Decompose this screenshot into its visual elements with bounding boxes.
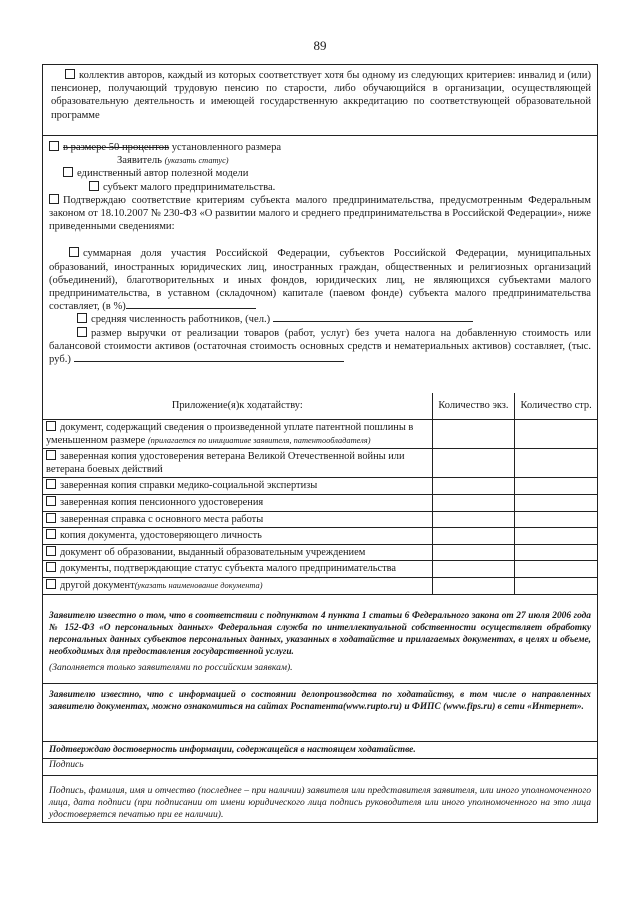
table-row: [43, 478, 597, 495]
table-row: [43, 494, 597, 511]
pages-cell[interactable]: [515, 544, 597, 561]
pages-cell[interactable]: [515, 577, 597, 594]
collective-authors-checkbox[interactable]: [65, 69, 75, 79]
copies-cell[interactable]: [432, 528, 515, 545]
attachment-note: (прилагается по инициативе заявителя, патентообладателя): [147, 435, 371, 445]
attachment-checkbox[interactable]: [46, 450, 56, 460]
revenue-text: размер выручки от реализации товаров (работ, услуг) без учета налога на добавленную стоимость или балансовой стоимости активов (остаточная стоимость основных средств и нематериальных активов) составляет, (тыс. руб.): [49, 327, 591, 366]
signature-field[interactable]: [43, 775, 597, 776]
table-row: [43, 511, 597, 528]
table-row: [43, 528, 597, 545]
divider: [43, 683, 597, 684]
attachment-checkbox[interactable]: [46, 579, 56, 589]
pages-cell[interactable]: [515, 449, 597, 478]
table-row: [43, 420, 597, 449]
pages-column-header: Количество стр.: [515, 393, 597, 420]
pages-cell[interactable]: [515, 511, 597, 528]
sole-author-checkbox[interactable]: [63, 167, 73, 177]
attachment-checkbox[interactable]: [46, 546, 56, 556]
attachment-label: заверенная копия удостоверения ветерана Великой Отечественной войны или ветерана боевых действий: [46, 451, 405, 475]
staff-text: средняя численность работников, (чел.): [91, 314, 271, 326]
divider: [43, 741, 597, 742]
revenue-checkbox[interactable]: [77, 327, 87, 337]
info-text: Заявителю известно, что с информацией о состоянии делопроизводства по ходатайству, в том числе о направленных заявителю документах, можно ознакомиться на сайтах Роспатента(www.rupto.ru) и ФИПС (www.fips.ru) в сети «Интернет».: [49, 690, 591, 712]
attachment-label: копия документа, удостоверяющего личность: [60, 530, 262, 542]
share-checkbox[interactable]: [69, 247, 79, 257]
pages-cell[interactable]: [515, 494, 597, 511]
staff-input[interactable]: [273, 321, 473, 322]
reduced-fee-text: установленного размера: [169, 142, 282, 153]
form-frame: [42, 64, 598, 823]
attachment-checkbox[interactable]: [46, 496, 56, 506]
copies-cell[interactable]: [432, 420, 515, 449]
reduced-fee-section: [43, 141, 597, 366]
attachment-checkbox[interactable]: [46, 479, 56, 489]
confirm-criteria-text: Подтверждаю соответствие критериям субъекта малого предпринимательства, предусмотренным Федеральным законом от 18.10.2007 № 230-ФЗ «О развитии малого и среднего предпринимательства в Российской Федерации», ниже приведенными сведениями:: [49, 194, 591, 233]
signature-hint: Подпись, фамилия, имя и отчество (последнее – при наличии) заявителя или представителя заявителя, или иного уполномоченного лица, дата подписи (при подписании от имени юридического лица подпись руководителя или иного уполномоченного на это лица удостоверяется печатью при ее наличии).: [49, 785, 591, 820]
sole-author-text: единственный автор полезной модели: [77, 168, 249, 180]
attachment-note: (указать наименование документа): [134, 580, 263, 590]
divider: [43, 135, 597, 136]
personal-data-text: Заявителю известно о том, что в соответствии с подпунктом 4 пункта 1 статьи 6 Федерального закона от 27 июля 2006 года № 152-ФЗ «О персональных данных» Федеральная служба по интеллектуальной собственности осуществляет обработку персональных данных субъектов персональных данных, указанных в ходатайстве и прилагаемых документах, в целях и объеме, необходимых для предоставления государственной услуги.: [49, 611, 591, 657]
copies-cell[interactable]: [432, 511, 515, 528]
attachment-checkbox[interactable]: [46, 562, 56, 572]
table-row: [43, 449, 597, 478]
copies-column-header: Количество экз.: [432, 393, 515, 420]
page-number: 89: [313, 38, 327, 53]
pages-cell[interactable]: [515, 478, 597, 495]
share-input[interactable]: [126, 308, 256, 309]
attachment-label: документ, содержащий сведения о произведенной уплате патентной пошлины в уменьшенном размере: [46, 422, 414, 446]
small-business-text: субъект малого предпринимательства.: [103, 181, 276, 193]
share-text: суммарная доля участия Российской Федерации, субъектов Российской Федерации, муниципальных образований, иностранных юридических лиц, иностранных граждан, общественных и религиозных организаций (объединений), благотворительных и иных фондов, юридических лиц, не являющихся субъектами малого предпринимательства, в уставном (складочном) капитале (паевом фонде) субъекта малого предпринимательства составляет, (в %): [49, 248, 591, 313]
collective-authors-option: [43, 69, 597, 122]
table-row: [43, 561, 597, 578]
attachment-label: заверенная справка с основного места работы: [60, 513, 264, 525]
copies-cell[interactable]: [432, 561, 515, 578]
pages-cell[interactable]: [515, 561, 597, 578]
copies-cell[interactable]: [432, 478, 515, 495]
info-notice: [43, 689, 597, 713]
copies-cell[interactable]: [432, 449, 515, 478]
personal-data-note: (Заполняется только заявителями по российским заявкам).: [49, 662, 293, 673]
signature-section: [43, 759, 597, 821]
reduced-fee-checkbox[interactable]: [49, 141, 59, 151]
pages-cell[interactable]: [515, 420, 597, 449]
attachment-label: заверенная копия пенсионного удостоверения: [60, 496, 264, 508]
copies-cell[interactable]: [432, 544, 515, 561]
confirm-notice: [43, 744, 597, 756]
attachment-label: документ об образовании, выданный образовательным учреждением: [60, 546, 366, 558]
small-business-checkbox[interactable]: [89, 181, 99, 191]
attachments-header-row: [43, 393, 597, 420]
table-row: [43, 544, 597, 561]
applicant-hint: (указать статус): [164, 156, 229, 166]
attachment-label: документы, подтверждающие статус субъекта малого предпринимательства: [60, 563, 397, 575]
confirm-criteria-checkbox[interactable]: [49, 194, 59, 204]
applicant-label: Заявитель: [117, 155, 165, 167]
revenue-input[interactable]: [74, 361, 344, 362]
personal-data-notice: [43, 609, 597, 674]
attachment-checkbox[interactable]: [46, 529, 56, 539]
attachment-label: заверенная копия справки медико-социальной экспертизы: [60, 480, 318, 492]
attachment-label: другой документ: [60, 579, 135, 591]
collective-authors-text: коллектив авторов, каждый из которых соответствует хотя бы одному из следующих критериев: инвалид и (или) пенсионер, получающий трудовую пенсию по старости, либо обучающийся в организации, осуществляющей образовательную деятельность и имеющей государственную аккредитацию по соответствующей образовательной программе: [51, 70, 591, 121]
copies-cell[interactable]: [432, 577, 515, 594]
attachments-header: Приложение(я)к ходатайству:: [43, 393, 432, 420]
staff-checkbox[interactable]: [77, 313, 87, 323]
pages-cell[interactable]: [515, 528, 597, 545]
attachment-checkbox[interactable]: [46, 421, 56, 431]
attachments-table: [43, 393, 597, 595]
table-row: [43, 577, 597, 594]
signature-label: Подпись: [49, 759, 84, 770]
reduced-fee-struck-text: в размере 50 процентов: [63, 142, 170, 153]
confirm-text: Подтверждаю достоверность информации, содержащейся в настоящем ходатайстве.: [49, 745, 416, 755]
attachment-checkbox[interactable]: [46, 513, 56, 523]
copies-cell[interactable]: [432, 494, 515, 511]
